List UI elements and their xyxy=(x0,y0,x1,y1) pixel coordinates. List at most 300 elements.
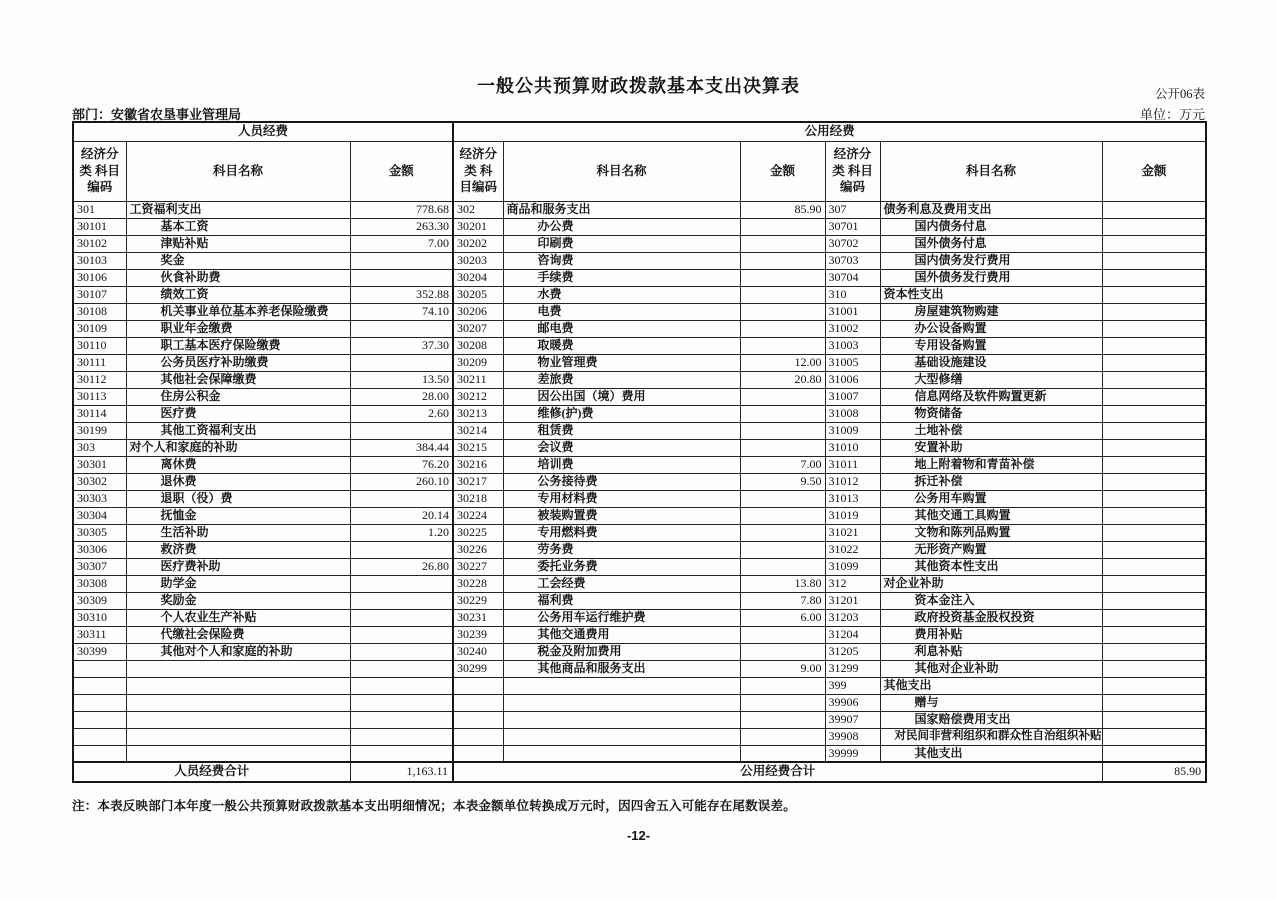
table-row xyxy=(73,456,1206,473)
code-cell xyxy=(453,745,503,762)
subject-name-cell: 其他支出 xyxy=(880,677,1102,694)
column-header-row xyxy=(73,141,1206,201)
amount-cell xyxy=(740,252,825,269)
table-code-label: 公开06表 xyxy=(1154,87,1205,101)
unit-label: 单位：万元 xyxy=(1139,107,1205,122)
amount-cell xyxy=(1102,456,1206,473)
subject-name-cell: 职工基本医疗保险缴费 xyxy=(126,337,350,354)
code-cell: 30311 xyxy=(73,626,126,643)
code-cell: 31003 xyxy=(825,337,880,354)
amount-cell: 2.60 xyxy=(350,405,453,422)
subject-name-cell: 救济费 xyxy=(126,541,350,558)
subject-name-cell: 培训费 xyxy=(503,456,740,473)
table-row xyxy=(73,269,1206,286)
subject-name-cell xyxy=(126,677,350,694)
table-row xyxy=(73,728,1206,745)
amount-cell xyxy=(1102,558,1206,575)
code-cell: 30304 xyxy=(73,507,126,524)
code-cell: 31205 xyxy=(825,643,880,660)
amount-cell: 352.88 xyxy=(350,286,453,303)
subject-name-cell: 政府投资基金股权投资 xyxy=(880,609,1102,626)
subject-name-cell: 国外债务发行费用 xyxy=(880,269,1102,286)
subject-name-cell: 国内债务发行费用 xyxy=(880,252,1102,269)
page-number: -12- xyxy=(626,828,651,843)
subject-name-cell: 绩效工资 xyxy=(126,286,350,303)
code-cell: 30225 xyxy=(453,524,503,541)
subject-name-cell: 国外债务付息 xyxy=(880,235,1102,252)
amount-cell xyxy=(350,592,453,609)
table-row xyxy=(73,643,1206,660)
subject-name-cell: 赠与 xyxy=(880,694,1102,711)
subject-name-cell: 其他交通工具购置 xyxy=(880,507,1102,524)
code-cell: 31022 xyxy=(825,541,880,558)
code-cell: 31009 xyxy=(825,422,880,439)
amount-cell xyxy=(740,694,825,711)
col-header-code: 经济分类 科目编码 xyxy=(453,141,503,201)
code-cell xyxy=(453,694,503,711)
subject-name-cell: 福利费 xyxy=(503,592,740,609)
code-cell: 30205 xyxy=(453,286,503,303)
subject-name-cell: 其他工资福利支出 xyxy=(126,422,350,439)
amount-cell xyxy=(1102,609,1206,626)
subject-name-cell: 资本性支出 xyxy=(880,286,1102,303)
subject-name-cell: 国家赔偿费用支出 xyxy=(880,711,1102,728)
subject-name-cell: 其他对企业补助 xyxy=(880,660,1102,677)
code-cell: 30103 xyxy=(73,252,126,269)
amount-cell xyxy=(740,626,825,643)
subject-name-cell xyxy=(126,660,350,677)
subject-name-cell: 安置补助 xyxy=(880,439,1102,456)
table-row xyxy=(73,371,1206,388)
table-row xyxy=(73,558,1206,575)
table-row xyxy=(73,354,1206,371)
personnel-total-label: 人员经费合计 xyxy=(73,762,350,782)
group-header-row xyxy=(73,122,1206,141)
subject-name-cell: 水费 xyxy=(503,286,740,303)
table-row xyxy=(73,252,1206,269)
amount-cell xyxy=(1102,473,1206,490)
amount-cell xyxy=(740,558,825,575)
subject-name-cell: 税金及附加费用 xyxy=(503,643,740,660)
amount-cell: 7.00 xyxy=(740,456,825,473)
code-cell: 30306 xyxy=(73,541,126,558)
code-cell: 31203 xyxy=(825,609,880,626)
code-cell: 31011 xyxy=(825,456,880,473)
department-label: 部门：安徽省农垦事业管理局 xyxy=(72,107,242,122)
code-cell: 30309 xyxy=(73,592,126,609)
amount-cell xyxy=(1102,592,1206,609)
amount-cell: 260.10 xyxy=(350,473,453,490)
amount-cell xyxy=(1102,286,1206,303)
subject-name-cell: 物资储备 xyxy=(880,405,1102,422)
code-cell: 31012 xyxy=(825,473,880,490)
amount-cell: 85.90 xyxy=(740,201,825,218)
subject-name-cell: 公务接待费 xyxy=(503,473,740,490)
code-cell: 30701 xyxy=(825,218,880,235)
table-row xyxy=(73,303,1206,320)
code-cell: 30215 xyxy=(453,439,503,456)
code-cell: 30305 xyxy=(73,524,126,541)
subject-name-cell: 专用燃料费 xyxy=(503,524,740,541)
amount-cell xyxy=(350,575,453,592)
code-cell: 30231 xyxy=(453,609,503,626)
subject-name-cell: 办公设备购置 xyxy=(880,320,1102,337)
subject-name-cell: 邮电费 xyxy=(503,320,740,337)
code-cell: 39906 xyxy=(825,694,880,711)
table-row xyxy=(73,541,1206,558)
subject-name-cell: 印刷费 xyxy=(503,235,740,252)
table-row xyxy=(73,660,1206,677)
table-row xyxy=(73,286,1206,303)
amount-cell: 74.10 xyxy=(350,303,453,320)
code-cell: 399 xyxy=(825,677,880,694)
amount-cell xyxy=(350,609,453,626)
table-row xyxy=(73,694,1206,711)
subject-name-cell: 退职（役）费 xyxy=(126,490,350,507)
code-cell: 31006 xyxy=(825,371,880,388)
amount-cell xyxy=(1102,507,1206,524)
subject-name-cell: 土地补偿 xyxy=(880,422,1102,439)
code-cell: 30201 xyxy=(453,218,503,235)
subject-name-cell: 公务用车购置 xyxy=(880,490,1102,507)
subject-name-cell: 代缴社会保险费 xyxy=(126,626,350,643)
amount-cell: 13.80 xyxy=(740,575,825,592)
subject-name-cell: 对民间非营利组织和群众性自治组织补贴 xyxy=(880,728,1102,745)
code-cell xyxy=(73,711,126,728)
note-text: 注：本表反映部门本年度一般公共预算财政拨款基本支出明细情况；本表金额单位转换成万元时，因四舍五入可能存在尾数误差。 xyxy=(72,799,796,813)
code-cell: 30302 xyxy=(73,473,126,490)
subject-name-cell: 奖励金 xyxy=(126,592,350,609)
code-cell: 31013 xyxy=(825,490,880,507)
amount-cell: 26.80 xyxy=(350,558,453,575)
code-cell: 30240 xyxy=(453,643,503,660)
subject-name-cell: 物业管理费 xyxy=(503,354,740,371)
subject-name-cell: 职业年金缴费 xyxy=(126,320,350,337)
amount-cell xyxy=(740,728,825,745)
subject-name-cell: 工会经费 xyxy=(503,575,740,592)
code-cell xyxy=(453,711,503,728)
table-row xyxy=(73,201,1206,218)
code-cell: 30112 xyxy=(73,371,126,388)
code-cell: 30204 xyxy=(453,269,503,286)
subject-name-cell: 费用补贴 xyxy=(880,626,1102,643)
amount-cell xyxy=(740,711,825,728)
subject-name-cell: 取暖费 xyxy=(503,337,740,354)
col-header-amount: 金额 xyxy=(1102,141,1206,201)
code-cell: 30217 xyxy=(453,473,503,490)
table-row xyxy=(73,626,1206,643)
code-cell: 30224 xyxy=(453,507,503,524)
amount-cell xyxy=(740,337,825,354)
code-cell: 30114 xyxy=(73,405,126,422)
amount-cell xyxy=(740,320,825,337)
col-header-code: 经济分类 科目编码 xyxy=(73,141,126,201)
subject-name-cell: 津贴补贴 xyxy=(126,235,350,252)
amount-cell: 263.30 xyxy=(350,218,453,235)
subject-name-cell: 会议费 xyxy=(503,439,740,456)
amount-cell xyxy=(1102,711,1206,728)
subject-name-cell: 劳务费 xyxy=(503,541,740,558)
totals-row xyxy=(73,762,1206,782)
page-title: 一般公共预算财政拨款基本支出决算表 xyxy=(477,76,800,96)
code-cell: 30209 xyxy=(453,354,503,371)
amount-cell: 13.50 xyxy=(350,371,453,388)
amount-cell xyxy=(740,303,825,320)
amount-cell xyxy=(350,677,453,694)
group-header-personnel: 人员经费 xyxy=(73,122,453,141)
code-cell xyxy=(73,660,126,677)
code-cell: 30214 xyxy=(453,422,503,439)
table-row xyxy=(73,337,1206,354)
table-row xyxy=(73,592,1206,609)
amount-cell: 28.00 xyxy=(350,388,453,405)
subject-name-cell: 基本工资 xyxy=(126,218,350,235)
subject-name-cell: 委托业务费 xyxy=(503,558,740,575)
amount-cell xyxy=(350,320,453,337)
code-cell: 31010 xyxy=(825,439,880,456)
subject-name-cell: 资本金注入 xyxy=(880,592,1102,609)
amount-cell xyxy=(740,541,825,558)
subject-name-cell: 住房公积金 xyxy=(126,388,350,405)
code-cell: 30226 xyxy=(453,541,503,558)
code-cell xyxy=(73,677,126,694)
subject-name-cell: 维修(护)费 xyxy=(503,405,740,422)
subject-name-cell: 被装购置费 xyxy=(503,507,740,524)
subject-name-cell xyxy=(503,745,740,762)
amount-cell xyxy=(740,422,825,439)
code-cell: 30109 xyxy=(73,320,126,337)
amount-cell xyxy=(1102,422,1206,439)
amount-cell xyxy=(350,354,453,371)
subject-name-cell: 其他支出 xyxy=(880,745,1102,762)
amount-cell xyxy=(350,269,453,286)
subject-name-cell xyxy=(126,694,350,711)
amount-cell xyxy=(1102,490,1206,507)
code-cell: 30211 xyxy=(453,371,503,388)
group-header-public: 公用经费 xyxy=(453,122,1206,141)
table-row xyxy=(73,507,1206,524)
code-cell: 30227 xyxy=(453,558,503,575)
amount-cell xyxy=(1102,439,1206,456)
code-cell: 30110 xyxy=(73,337,126,354)
table-body xyxy=(73,201,1206,762)
subject-name-cell: 离休费 xyxy=(126,456,350,473)
code-cell: 30107 xyxy=(73,286,126,303)
amount-cell xyxy=(350,745,453,762)
code-cell: 31019 xyxy=(825,507,880,524)
subject-name-cell: 利息补贴 xyxy=(880,643,1102,660)
amount-cell: 6.00 xyxy=(740,609,825,626)
amount-cell xyxy=(1102,388,1206,405)
amount-cell xyxy=(350,643,453,660)
code-cell: 30218 xyxy=(453,490,503,507)
subject-name-cell: 伙食补助费 xyxy=(126,269,350,286)
subject-name-cell: 奖金 xyxy=(126,252,350,269)
subject-name-cell: 债务利息及费用支出 xyxy=(880,201,1102,218)
amount-cell: 384.44 xyxy=(350,439,453,456)
table-row xyxy=(73,745,1206,762)
amount-cell: 9.00 xyxy=(740,660,825,677)
table-row xyxy=(73,235,1206,252)
code-cell: 30202 xyxy=(453,235,503,252)
code-cell: 30229 xyxy=(453,592,503,609)
amount-cell xyxy=(1102,626,1206,643)
table-row xyxy=(73,677,1206,694)
table-row xyxy=(73,524,1206,541)
subject-name-cell: 房屋建筑物购建 xyxy=(880,303,1102,320)
subject-name-cell xyxy=(503,711,740,728)
amount-cell xyxy=(350,711,453,728)
subject-name-cell: 办公费 xyxy=(503,218,740,235)
code-cell: 30213 xyxy=(453,405,503,422)
amount-cell xyxy=(1102,694,1206,711)
table-row xyxy=(73,711,1206,728)
code-cell: 30239 xyxy=(453,626,503,643)
code-cell: 30301 xyxy=(73,456,126,473)
amount-cell xyxy=(1102,371,1206,388)
subject-name-cell xyxy=(503,694,740,711)
amount-cell xyxy=(350,422,453,439)
code-cell: 31204 xyxy=(825,626,880,643)
amount-cell: 9.50 xyxy=(740,473,825,490)
subject-name-cell: 公务员医疗补助缴费 xyxy=(126,354,350,371)
amount-cell: 1.20 xyxy=(350,524,453,541)
subject-name-cell: 工资福利支出 xyxy=(126,201,350,218)
table-row xyxy=(73,490,1206,507)
subject-name-cell: 专用设备购置 xyxy=(880,337,1102,354)
amount-cell xyxy=(740,507,825,524)
amount-cell: 12.00 xyxy=(740,354,825,371)
amount-cell: 778.68 xyxy=(350,201,453,218)
amount-cell xyxy=(740,388,825,405)
subject-name-cell: 个人农业生产补贴 xyxy=(126,609,350,626)
amount-cell xyxy=(740,490,825,507)
amount-cell xyxy=(1102,235,1206,252)
amount-cell xyxy=(740,286,825,303)
code-cell: 31201 xyxy=(825,592,880,609)
subject-name-cell: 对个人和家庭的补助 xyxy=(126,439,350,456)
amount-cell xyxy=(1102,575,1206,592)
code-cell: 310 xyxy=(825,286,880,303)
code-cell: 30206 xyxy=(453,303,503,320)
table-row xyxy=(73,218,1206,235)
code-cell: 303 xyxy=(73,439,126,456)
col-header-name: 科目名称 xyxy=(126,141,350,201)
subject-name-cell: 其他对个人和家庭的补助 xyxy=(126,643,350,660)
amount-cell xyxy=(1102,524,1206,541)
amount-cell xyxy=(1102,320,1206,337)
col-header-name: 科目名称 xyxy=(503,141,740,201)
code-cell: 30101 xyxy=(73,218,126,235)
subject-name-cell: 大型修缮 xyxy=(880,371,1102,388)
amount-cell xyxy=(740,218,825,235)
public-total-label: 公用经费合计 xyxy=(453,762,1102,782)
code-cell: 312 xyxy=(825,575,880,592)
code-cell: 31099 xyxy=(825,558,880,575)
code-cell: 30228 xyxy=(453,575,503,592)
amount-cell xyxy=(740,524,825,541)
code-cell: 31008 xyxy=(825,405,880,422)
code-cell xyxy=(73,728,126,745)
code-cell: 31005 xyxy=(825,354,880,371)
amount-cell xyxy=(1102,337,1206,354)
amount-cell xyxy=(1102,201,1206,218)
code-cell: 30203 xyxy=(453,252,503,269)
code-cell: 307 xyxy=(825,201,880,218)
code-cell: 30303 xyxy=(73,490,126,507)
code-cell: 30308 xyxy=(73,575,126,592)
amount-cell xyxy=(350,694,453,711)
code-cell: 30207 xyxy=(453,320,503,337)
amount-cell xyxy=(740,439,825,456)
subject-name-cell: 地上附着物和青苗补偿 xyxy=(880,456,1102,473)
code-cell: 30310 xyxy=(73,609,126,626)
subject-name-cell xyxy=(126,728,350,745)
amount-cell xyxy=(1102,660,1206,677)
subject-name-cell: 国内债务付息 xyxy=(880,218,1102,235)
code-cell: 30703 xyxy=(825,252,880,269)
amount-cell xyxy=(1102,745,1206,762)
code-cell xyxy=(453,677,503,694)
code-cell: 30199 xyxy=(73,422,126,439)
code-cell: 30307 xyxy=(73,558,126,575)
amount-cell xyxy=(740,235,825,252)
subject-name-cell: 其他社会保障缴费 xyxy=(126,371,350,388)
subject-name-cell xyxy=(503,677,740,694)
amount-cell: 20.80 xyxy=(740,371,825,388)
code-cell: 30108 xyxy=(73,303,126,320)
subject-name-cell: 公务用车运行维护费 xyxy=(503,609,740,626)
public-total-amount: 85.90 xyxy=(1102,762,1206,782)
subject-name-cell: 抚恤金 xyxy=(126,507,350,524)
amount-cell xyxy=(1102,728,1206,745)
amount-cell xyxy=(1102,541,1206,558)
amount-cell: 37.30 xyxy=(350,337,453,354)
amount-cell xyxy=(350,728,453,745)
col-header-name: 科目名称 xyxy=(880,141,1102,201)
amount-cell xyxy=(1102,218,1206,235)
code-cell: 39908 xyxy=(825,728,880,745)
table-row xyxy=(73,575,1206,592)
amount-cell xyxy=(740,677,825,694)
amount-cell xyxy=(1102,252,1206,269)
table-row xyxy=(73,422,1206,439)
code-cell: 30702 xyxy=(825,235,880,252)
subject-name-cell: 信息网络及软件购置更新 xyxy=(880,388,1102,405)
amount-cell xyxy=(1102,677,1206,694)
subject-name-cell: 医疗费 xyxy=(126,405,350,422)
subject-name-cell: 因公出国（境）费用 xyxy=(503,388,740,405)
amount-cell xyxy=(350,626,453,643)
code-cell: 301 xyxy=(73,201,126,218)
code-cell: 31299 xyxy=(825,660,880,677)
code-cell xyxy=(73,745,126,762)
amount-cell: 7.80 xyxy=(740,592,825,609)
subject-name-cell: 专用材料费 xyxy=(503,490,740,507)
subject-name-cell: 生活补助 xyxy=(126,524,350,541)
subject-name-cell: 对企业补助 xyxy=(880,575,1102,592)
table-row xyxy=(73,320,1206,337)
code-cell xyxy=(453,728,503,745)
subject-name-cell: 租赁费 xyxy=(503,422,740,439)
amount-cell xyxy=(350,541,453,558)
amount-cell xyxy=(1102,303,1206,320)
subject-name-cell: 退休费 xyxy=(126,473,350,490)
table-row xyxy=(73,405,1206,422)
amount-cell xyxy=(350,490,453,507)
subject-name-cell: 电费 xyxy=(503,303,740,320)
subject-name-cell xyxy=(503,728,740,745)
